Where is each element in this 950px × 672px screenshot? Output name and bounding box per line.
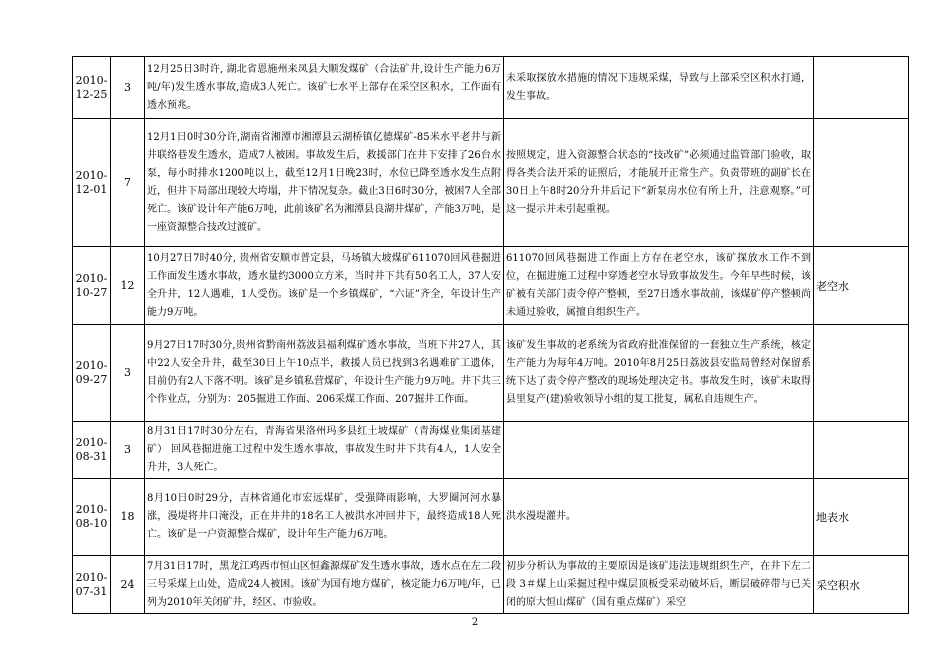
description-cell: 9月27日17时30分,贵州省黔南州荔波县福利煤矿透水事故，当班下井27人，其中22人安全升井，截至30日上午10点半，救援人员已找到3名遇难矿工遗体，目前仍有2人下落不明。该矿是乡镇私营煤矿，年设计生产能力9万吨。井下共三个作业点，分别为：205掘进工作面、206采煤工作面、207掘井工作面。 [145, 325, 504, 422]
table-row [73, 119, 909, 247]
date-cell: 2010-07-31 [73, 556, 111, 614]
table-row [73, 325, 909, 422]
date-cell: 2010-12-25 [73, 57, 111, 119]
type-cell: 地表水 [814, 479, 909, 556]
deaths-cell: 12 [111, 247, 145, 325]
type-cell [814, 57, 909, 119]
deaths-cell: 18 [111, 479, 145, 556]
cause-cell: 洪水漫堤灌井。 [504, 479, 814, 556]
table-row [73, 247, 909, 325]
cause-cell: 该矿发生事故的老系统为省政府批准保留的一套独立生产系统，核定生产能力为每年4万吨。2010年8月25日荔波县安监局曾经对保留系统下达了责令停产整改的现场处理决定书。事故发生时，该矿未取得县里复产(建)验收领导小组的复工批复，属私自违规生产。 [504, 325, 814, 422]
deaths-cell: 3 [111, 57, 145, 119]
cause-cell: 未采取探放水措施的情况下违规采煤，导致与上部采空区积水打通，发生事故。 [504, 57, 814, 119]
description-cell: 7月31日17时，黑龙江鸡西市恒山区恒鑫源煤矿发生透水事故，透水点在左二段三号采煤上山处，造成24人被困。该矿为国有地方煤矿，核定能力6万吨/年，已列为2010年关闭矿井，经区、市验收。 [145, 556, 504, 614]
date-cell: 2010-09-27 [73, 325, 111, 422]
type-cell: 老空水 [814, 247, 909, 325]
cause-cell [504, 422, 814, 479]
type-cell [814, 422, 909, 479]
date-cell: 2010-08-31 [73, 422, 111, 479]
type-cell: 采空积水 [814, 556, 909, 614]
accident-table [72, 56, 909, 614]
table-row [73, 556, 909, 614]
deaths-cell: 3 [111, 325, 145, 422]
type-cell [814, 119, 909, 247]
description-cell: 12月25日3时许, 湖北省恩施州来凤县大顺发煤矿（合法矿井,设计生产能力6万吨/年)发生透水事故,造成3人死亡。该矿七水平上部存在采空区积水，工作面有透水预兆。 [145, 57, 504, 119]
cause-cell: 611070回风巷掘进工作面上方存在老空水，该矿探放水工作不到位，在掘进施工过程中穿透老空水导致事故发生。今年早些时候，该矿被有关部门责令停产整顿，至27日透水事故前，该煤矿停产整顿尚未通过验收，属擅自组织生产。 [504, 247, 814, 325]
description-cell: 8月10日0时29分，吉林省通化市宏远煤矿，受强降雨影响，大罗圈河河水暴涨，漫堤将井口淹没，正在井井的18名工人被洪水冲回井下，最终造成18人死亡。该矿是一户资源整合煤矿，设计年生产能力6万吨。 [145, 479, 504, 556]
type-cell [814, 325, 909, 422]
deaths-cell: 24 [111, 556, 145, 614]
date-cell: 2010-10-27 [73, 247, 111, 325]
cause-cell: 按照规定，进入资源整合状态的“技改矿”必须通过监管部门验收，取得各类合法开采的证照后，才能展开正常生产。负责带班的副矿长在30日上午8时20分升井后记下“新泵房水位有所上升，注意观察。”可这一提示并未引起重视。 [504, 119, 814, 247]
date-cell: 2010-12-01 [73, 119, 111, 247]
table-row [73, 422, 909, 479]
table-row [73, 479, 909, 556]
cause-cell: 初步分析认为事故的主要原因是该矿违法违规组织生产，在井下左二段 3＃煤上山采掘过程中煤层顶板受采动破坏后，断层破碎带与已关闭的原大恒山煤矿（国有重点煤矿）采空 [504, 556, 814, 614]
description-cell: 12月1日0时30分许,湖南省湘潭市湘潭县云湖桥镇亿德煤矿-85米水平老井与新井联络巷发生透水，造成7人被困。事故发生后，救援部门在井下安排了26台水泵，每小时排水1200吨以上，截至12月1日晚23时，水位已降至透水发生点附近，但井下局部出现较大垮塌，井下情况复杂。截止3日6时30分，被困7人全部死亡。该矿设计年产能6万吨，此前该矿名为湘潭县良湖井煤矿，产能3万吨，是一座资源整合技改过渡矿。 [145, 119, 504, 247]
date-cell: 2010-08-10 [73, 479, 111, 556]
description-cell: 8月31日17时30分左右，青海省果洛州玛多县红土坡煤矿（青海煤业集团基建矿） 回风巷掘进施工过程中发生透水事故，事故发生时井下共有4人，1人安全升井，3人死亡。 [145, 422, 504, 479]
description-cell: 10月27日7时40分, 贵州省安顺市普定县，马场镇大坡煤矿611070回风巷掘进工作面发生透水事故，透水量约3000立方米，当时井下共有50名工人，37人安全升井，12人遇难，1人受伤。该矿是一个乡镇煤矿，“六证”齐全，年设计生产能力9万吨。 [145, 247, 504, 325]
table-row [73, 57, 909, 119]
deaths-cell: 7 [111, 119, 145, 247]
deaths-cell: 3 [111, 422, 145, 479]
page-number: 2 [471, 617, 479, 628]
